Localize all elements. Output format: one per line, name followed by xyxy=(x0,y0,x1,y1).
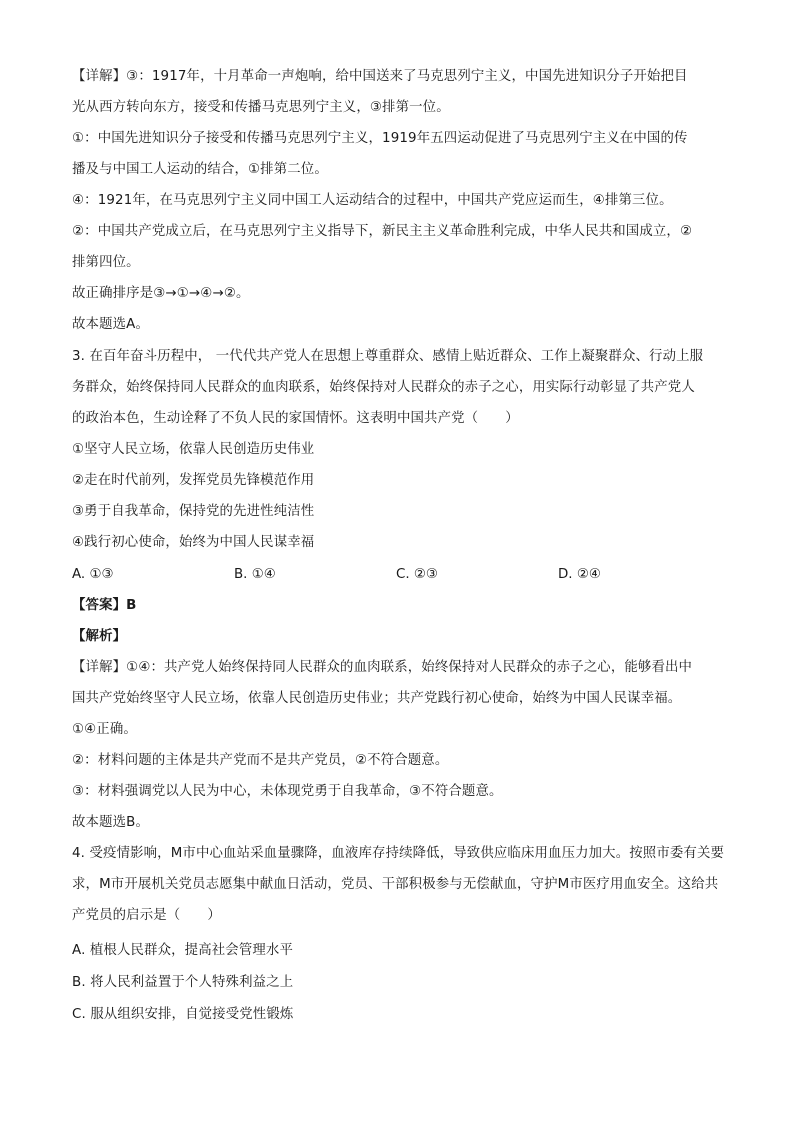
question-3-item: ②走在时代前列，发挥党员先锋模范作用 xyxy=(72,473,315,488)
question-3-item: ④践行初心使命，始终为中国人民谋幸福 xyxy=(72,535,315,550)
detail-line: 光从西方转向东方，接受和传播马克思列宁主义，③排第一位。 xyxy=(72,100,450,115)
question-4-stem-line: 产党员的启示是（ ） xyxy=(72,908,221,923)
detail-line: ①④正确。 xyxy=(72,722,137,737)
detail-line: 故本题选A。 xyxy=(72,317,150,332)
detail-line: 播及与中国工人运动的结合，①排第二位。 xyxy=(72,162,328,177)
detail-line: 故正确排序是③→①→④→②。 xyxy=(72,286,250,301)
option-a: A. ①③ xyxy=(72,567,114,582)
detail-line: 【详解】①④：共产党人始终保持同人民群众的血肉联系，始终保持对人民群众的赤子之心，能够看出中 xyxy=(72,660,693,675)
question-4-option: C. 服从组织安排，自觉接受党性锻炼 xyxy=(72,1007,294,1022)
detail-line: 排第四位。 xyxy=(72,255,140,270)
question-3-stem-line: 的政治本色，生动诠释了不负人民的家国情怀。这表明中国共产党（ ） xyxy=(72,411,519,426)
analysis-heading: 【解析】 xyxy=(72,629,127,644)
question-4-option: A. 植根人民群众，提高社会管理水平 xyxy=(72,943,293,958)
answer-label: 【答案】B xyxy=(72,598,137,613)
detail-line: 故本题选B。 xyxy=(72,815,150,830)
question-3-stem-line: 务群众，始终保持同人民群众的血肉联系，始终保持对人民群众的赤子之心，用实际行动彰显了共产党人 xyxy=(72,380,695,395)
option-b: B. ①④ xyxy=(234,567,276,582)
question-4-stem-line: 求，M市开展机关党员志愿集中献血日活动，党员、干部积极参与无偿献血，守护M市医疗用血安全。这给共 xyxy=(72,877,719,892)
detail-line: ④：1921年，在马克思列宁主义同中国工人运动结合的过程中，中国共产党应运而生，④排第三位。 xyxy=(72,193,673,208)
detail-line: ①：中国先进知识分子接受和传播马克思列宁主义，1919年五四运动促进了马克思列宁主义在中国的传 xyxy=(72,131,688,146)
question-4-stem-line: 4. 受疫情影响，M市中心血站采血量骤降，血液库存持续降低，导致供应临床用血压力加大。按照市委有关要 xyxy=(72,846,725,861)
question-3-item: ①坚守人民立场，依靠人民创造历史伟业 xyxy=(72,442,315,457)
option-c: C. ②③ xyxy=(396,567,438,582)
question-4-option: B. 将人民利益置于个人特殊利益之上 xyxy=(72,975,294,990)
detail-line: 【详解】③：1917年，十月革命一声炮响，给中国送来了马克思列宁主义，中国先进知识分子开始把目 xyxy=(72,69,688,84)
question-3-item: ③勇于自我革命，保持党的先进性纯洁性 xyxy=(72,504,315,519)
detail-line: ③：材料强调党以人民为中心，未体现党勇于自我革命，③不符合题意。 xyxy=(72,784,503,799)
detail-line: ②：材料问题的主体是共产党而不是共产党员，②不符合题意。 xyxy=(72,753,449,768)
question-3-stem-line: 3. 在百年奋斗历程中， 一代代共产党人在思想上尊重群众、感情上贴近群众、工作上凝聚群众、行动上服 xyxy=(72,349,704,364)
option-d: D. ②④ xyxy=(558,567,601,582)
detail-line: ②：中国共产党成立后，在马克思列宁主义指导下，新民主主义革命胜利完成，中华人民共和国成立，② xyxy=(72,224,693,239)
detail-line: 国共产党始终坚守人民立场，依靠人民创造历史伟业；共产党践行初心使命，始终为中国人民谋幸福。 xyxy=(72,691,682,706)
